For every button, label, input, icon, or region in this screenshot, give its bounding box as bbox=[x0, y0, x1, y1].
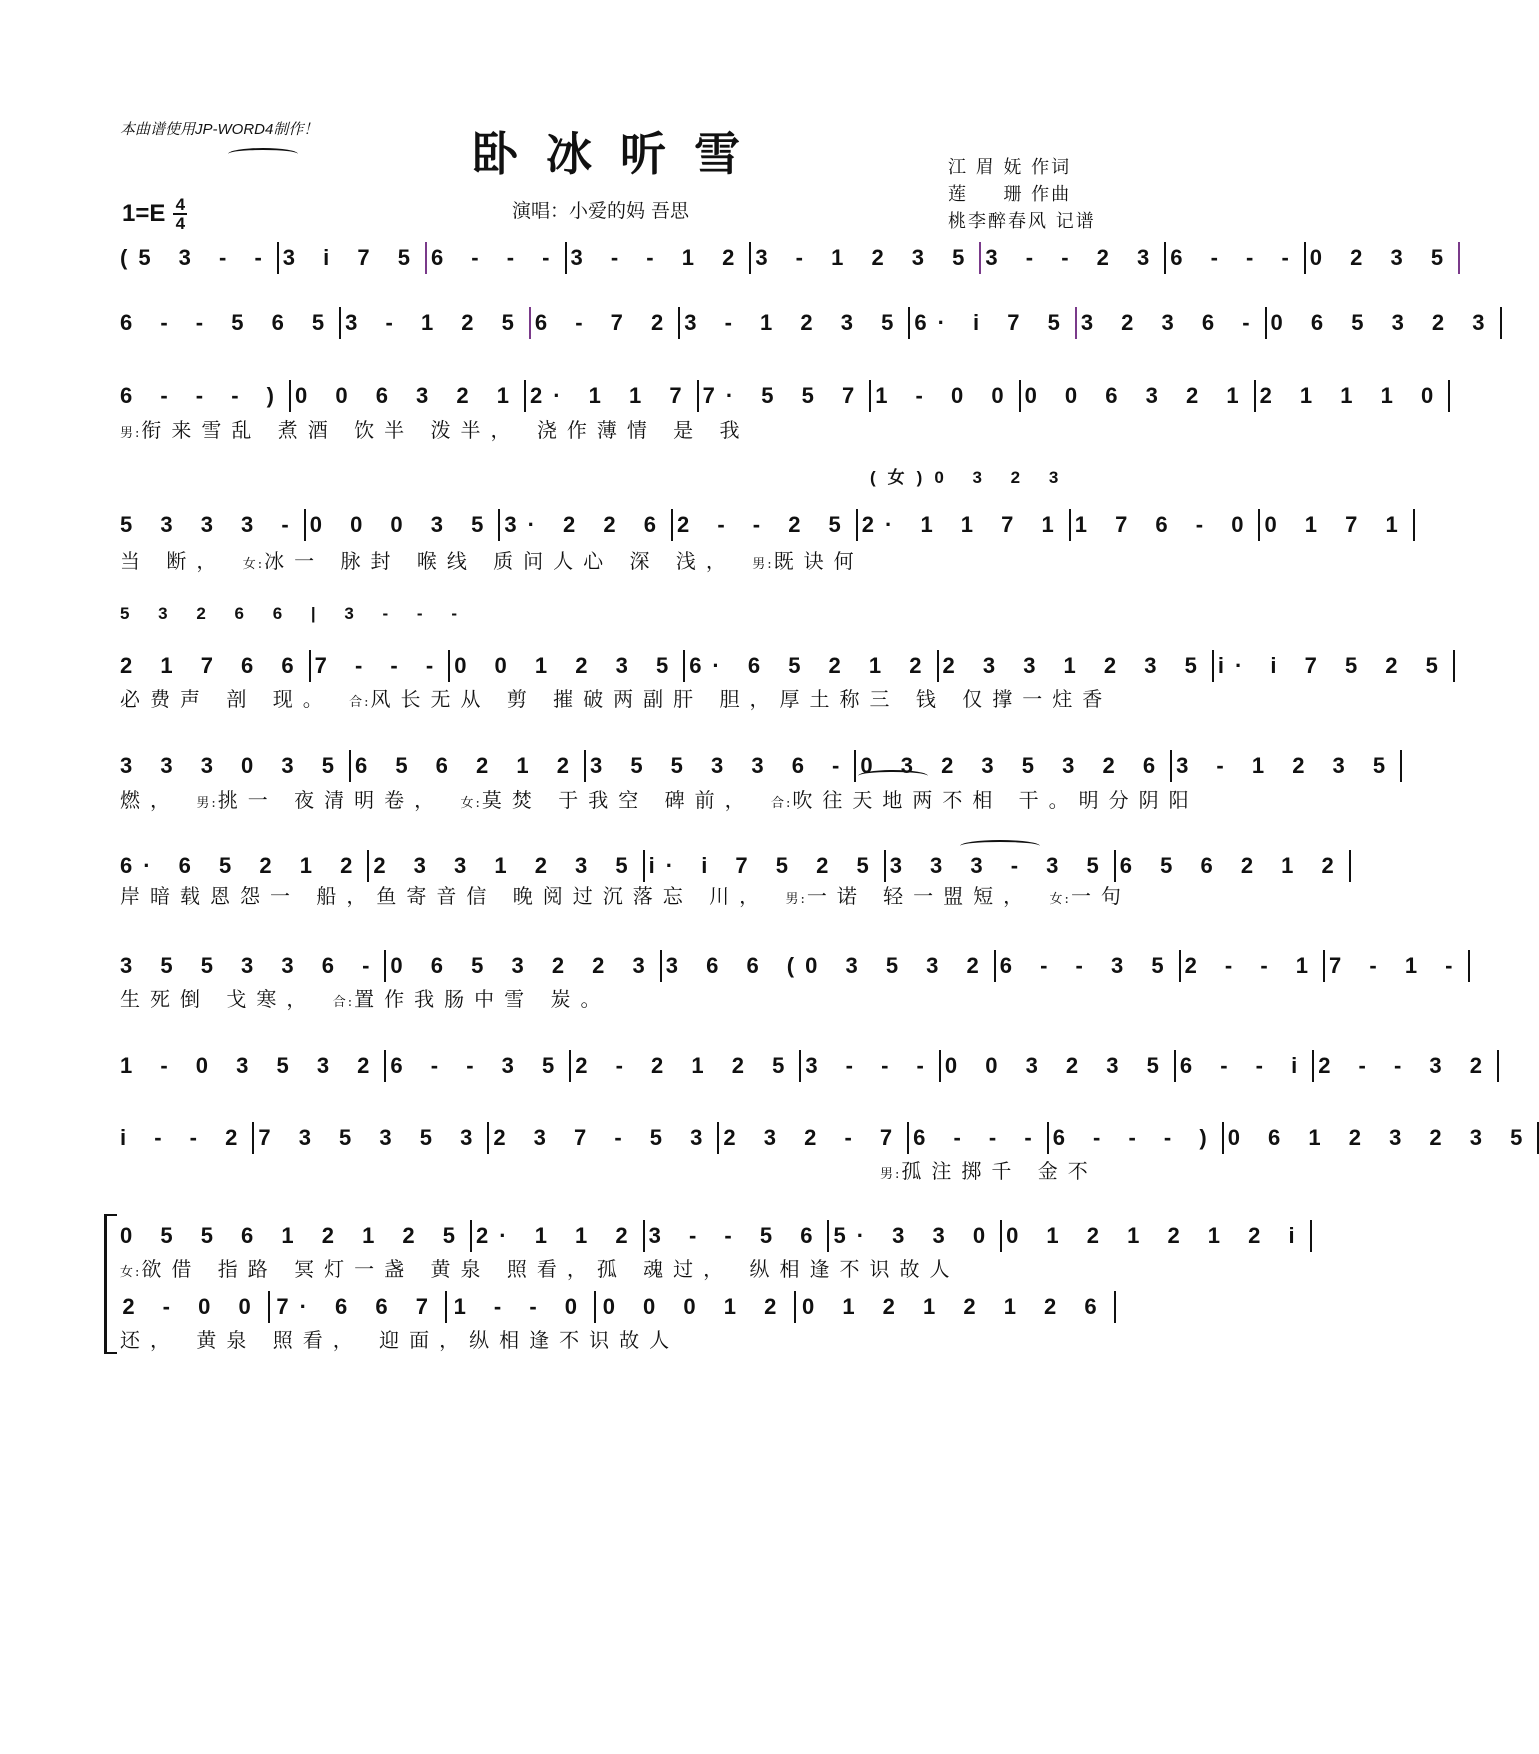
measure: 0 2 3 5 bbox=[1309, 245, 1455, 270]
measure: 6 - - 3 5 bbox=[390, 1053, 566, 1078]
measure: 6 - - - bbox=[1170, 245, 1300, 270]
bar-line bbox=[289, 380, 291, 412]
bar-line bbox=[487, 1122, 489, 1154]
lyric-line bbox=[120, 784, 1199, 813]
lyric-text: 风长无从 剪 摧破两副肝 胆，厚土称三 钱 仅撑一炷香 bbox=[370, 687, 1113, 711]
notation-line bbox=[120, 1120, 1534, 1156]
bar-line bbox=[349, 750, 351, 782]
measure: 0 0 6 3 2 1 bbox=[1024, 383, 1250, 408]
bar-line bbox=[1174, 1050, 1176, 1082]
measure: 2 3 2 - 7 bbox=[723, 1125, 904, 1150]
singer-role-label: 男: bbox=[120, 426, 142, 441]
measure: 6 - - - bbox=[430, 245, 561, 270]
bar-line bbox=[1448, 380, 1450, 412]
measure: 2 3 3 1 2 3 5 bbox=[942, 653, 1208, 678]
bar-line bbox=[584, 750, 586, 782]
measure: i· i 7 5 2 5 bbox=[648, 853, 880, 878]
bar-line bbox=[594, 1291, 596, 1323]
bar-line bbox=[643, 1220, 645, 1252]
measure: 2 - - 2 5 bbox=[676, 512, 852, 537]
bar-line bbox=[643, 850, 645, 882]
measure: i - - 2 bbox=[120, 1125, 249, 1150]
lyric-text: 衔来雪乱 煮酒 饮半 泼半， 浇作薄情 是 我 bbox=[141, 418, 750, 442]
upper-voice-line: (女)0 3 2 3 bbox=[870, 468, 1071, 487]
tie-arc bbox=[228, 148, 298, 160]
lyric-text: 挑一 夜清明卷， bbox=[217, 788, 461, 812]
measure: 2 - 2 1 2 5 bbox=[575, 1053, 796, 1078]
lyric-line bbox=[120, 1253, 1120, 1282]
bar-line bbox=[384, 950, 386, 982]
measure: 3 3 3 0 3 5 bbox=[120, 753, 345, 778]
measure: 3 5 5 3 3 6 - bbox=[589, 753, 851, 778]
bar-line bbox=[1312, 1050, 1314, 1082]
measure: 6· 6 5 2 1 2 bbox=[689, 653, 933, 678]
bar-line bbox=[277, 242, 279, 274]
measure: 0 1 2 1 2 1 2 6 bbox=[801, 1294, 1108, 1319]
measure: 1 - - 0 bbox=[453, 1294, 589, 1319]
singer-role-label: 合: bbox=[770, 796, 793, 811]
bar-line bbox=[470, 1220, 472, 1252]
measure: 6 - - - ) bbox=[120, 383, 285, 408]
singer-role-label: 女: bbox=[1049, 892, 1071, 907]
bar-line bbox=[1254, 380, 1256, 412]
lyric-line bbox=[120, 1324, 1120, 1353]
bar-line bbox=[1323, 950, 1325, 982]
lyric-text: 燃， bbox=[120, 788, 197, 812]
bar-line bbox=[1497, 1050, 1499, 1082]
bar-line bbox=[671, 509, 673, 541]
measure: 2 - 0 0 bbox=[122, 1294, 262, 1319]
lyric-text: 孤注掷千 金不 bbox=[901, 1159, 1098, 1183]
bar-line bbox=[384, 1050, 386, 1082]
notation-line bbox=[120, 1218, 1306, 1254]
lyric-line bbox=[120, 683, 1120, 712]
singer-role-label: 女: bbox=[120, 1265, 142, 1280]
bar-line bbox=[827, 1220, 829, 1252]
measure: i· i 7 5 2 5 bbox=[1217, 653, 1449, 678]
bar-line bbox=[445, 1291, 447, 1323]
measure: 3 3 3 - 3 5 bbox=[889, 853, 1110, 878]
bar-line bbox=[524, 380, 526, 412]
singer-role-label: 合: bbox=[332, 995, 355, 1010]
bar-line bbox=[1114, 850, 1116, 882]
measure: 3 - - 1 2 bbox=[570, 245, 746, 270]
bar-line bbox=[339, 307, 341, 339]
time-signature-top: 4 bbox=[175, 195, 186, 214]
key-signature bbox=[122, 196, 187, 232]
lyricist-credit: 江 眉 妩 作词 bbox=[948, 157, 1072, 178]
bar-line bbox=[448, 650, 450, 682]
measure: 2 1 1 1 0 bbox=[1259, 383, 1445, 408]
measure: 2· 1 1 7 bbox=[529, 383, 693, 408]
singer-role-label: 男: bbox=[785, 892, 807, 907]
lyric-text: 生死倒 戈寒， bbox=[120, 987, 333, 1011]
measure: 5 3 3 3 - bbox=[120, 512, 300, 537]
bar-line bbox=[304, 509, 306, 541]
bar-line bbox=[1019, 380, 1021, 412]
notation-line bbox=[120, 240, 1455, 276]
singer-role-label: 男: bbox=[196, 796, 218, 811]
bar-line bbox=[1258, 509, 1260, 541]
credits bbox=[948, 154, 1096, 235]
bar-line bbox=[717, 1122, 719, 1154]
bar-line bbox=[252, 1122, 254, 1154]
song-title: 卧冰听雪 bbox=[472, 127, 768, 181]
notation-line bbox=[120, 748, 1397, 784]
measure: 0 5 5 6 1 2 1 2 5 bbox=[120, 1223, 467, 1248]
singer-role-label: 男: bbox=[880, 1167, 902, 1182]
notation-line bbox=[120, 305, 1496, 341]
lyric-text: 欲借 指路 冥灯一盏 黄泉 照看，孤 魂过， 纵相逢不识故人 bbox=[141, 1257, 960, 1281]
measure: 6 - - - ) bbox=[1052, 1125, 1218, 1150]
singer-role-label: 女: bbox=[242, 557, 265, 572]
bar-line bbox=[683, 650, 685, 682]
lyric-text: 置作我肠中雪 炭。 bbox=[354, 987, 611, 1011]
bar-line bbox=[1265, 307, 1267, 339]
bar-line bbox=[1170, 750, 1172, 782]
measure: 3 5 5 3 3 6 - bbox=[120, 953, 381, 978]
bar-line bbox=[1310, 1220, 1312, 1252]
bar-line bbox=[994, 950, 996, 982]
measure: 2· 1 1 2 bbox=[476, 1223, 639, 1248]
measure: 3 2 3 6 - bbox=[1080, 310, 1261, 335]
measure: 3 - - 5 6 bbox=[648, 1223, 824, 1248]
bar-line bbox=[1164, 242, 1166, 274]
key-label: 1=E bbox=[122, 200, 166, 227]
lyric-text: 既诀何 bbox=[773, 549, 864, 573]
measure: 6 - - 3 5 bbox=[999, 953, 1175, 978]
measure: 5· 3 3 0 bbox=[833, 1223, 997, 1248]
bar-line bbox=[1400, 750, 1402, 782]
measure: 7 3 5 3 5 3 bbox=[258, 1125, 484, 1150]
software-note: 本曲谱使用JP-WORD4制作！ bbox=[120, 121, 319, 138]
measure: 1 7 6 - 0 bbox=[1074, 512, 1255, 537]
notation-line bbox=[120, 1048, 1494, 1084]
measure: 6 - - i bbox=[1179, 1053, 1309, 1078]
bar-line bbox=[1222, 1122, 1224, 1154]
bar-line bbox=[1000, 1220, 1002, 1252]
upper-voice-line: 5 3 2 6 6 | 3 - - - bbox=[120, 604, 469, 623]
bar-line bbox=[937, 650, 939, 682]
lyric-line bbox=[120, 545, 1120, 574]
transcriber-credit: 桃李醉春风 记谱 bbox=[948, 211, 1096, 232]
bar-line bbox=[939, 1050, 941, 1082]
measure: 6· i 7 5 bbox=[914, 310, 1071, 335]
measure: 0 6 1 2 3 2 3 5 bbox=[1227, 1125, 1534, 1150]
bar-line bbox=[268, 1291, 270, 1323]
measure: (5 3 - - bbox=[120, 245, 273, 270]
bar-line bbox=[1453, 650, 1455, 682]
measure: 6· 6 5 2 1 2 bbox=[120, 853, 364, 878]
bar-line bbox=[907, 1122, 909, 1154]
measure: 3 6 6 (0 3 5 3 2 bbox=[665, 953, 990, 978]
singer-role-label: 男: bbox=[752, 557, 774, 572]
bar-line bbox=[799, 1050, 801, 1082]
measure: 3· 2 2 6 bbox=[504, 512, 667, 537]
measure: 1 - 0 0 bbox=[875, 383, 1015, 408]
bar-line bbox=[1212, 650, 1214, 682]
measure: 2 3 7 - 5 3 bbox=[493, 1125, 714, 1150]
bar-line bbox=[1304, 242, 1306, 274]
bar-line bbox=[367, 850, 369, 882]
measure: 3 - 1 2 5 bbox=[345, 310, 525, 335]
bar-line bbox=[749, 242, 751, 274]
measure: 2 - - 1 bbox=[1184, 953, 1320, 978]
lyric-text: 必费声 剖 现。 bbox=[120, 687, 350, 711]
measure: 7· 5 5 7 bbox=[702, 383, 866, 408]
tie-arc bbox=[858, 770, 928, 782]
bar-line bbox=[1500, 307, 1502, 339]
bar-line bbox=[856, 509, 858, 541]
notation-line bbox=[120, 507, 1409, 543]
measure: 0 0 6 3 2 1 bbox=[295, 383, 520, 408]
notation-line bbox=[120, 1289, 1120, 1325]
bar-line bbox=[569, 1050, 571, 1082]
system-brace bbox=[104, 1214, 117, 1354]
measure: 0 3 2 3 5 3 2 6 bbox=[860, 753, 1167, 778]
bar-line bbox=[1468, 950, 1470, 982]
time-signature bbox=[173, 196, 187, 232]
bar-line bbox=[660, 950, 662, 982]
notation-line bbox=[120, 848, 1345, 884]
bar-line bbox=[309, 650, 311, 682]
measure: 0 0 1 2 3 5 bbox=[454, 653, 680, 678]
measure: 0 0 0 3 5 bbox=[309, 512, 495, 537]
lyric-line bbox=[120, 983, 1120, 1012]
lyric-text: 一诺 轻一盟短， bbox=[806, 884, 1050, 908]
bar-line bbox=[794, 1291, 796, 1323]
notation-line bbox=[120, 948, 1464, 984]
bar-line bbox=[529, 307, 531, 339]
lyric-text: 吹往天地两不相 干。明分阴阳 bbox=[792, 788, 1199, 812]
measure: 0 1 7 1 bbox=[1264, 512, 1409, 537]
measure: 2 - - 3 2 bbox=[1318, 1053, 1494, 1078]
measure: 6 - 7 2 bbox=[534, 310, 675, 335]
measure: 0 1 2 1 2 1 2 i bbox=[1006, 1223, 1306, 1248]
lyric-text: 冰一 脉封 喉线 质问人心 深 浅， bbox=[264, 549, 753, 573]
measure: 3 i 7 5 bbox=[282, 245, 421, 270]
measure: 6 - - 5 6 5 bbox=[120, 310, 336, 335]
bar-line bbox=[565, 242, 567, 274]
bar-line bbox=[854, 750, 856, 782]
bar-line bbox=[425, 242, 427, 274]
measure: 0 6 5 3 2 3 bbox=[1270, 310, 1496, 335]
measure: 3 - 1 2 3 5 bbox=[755, 245, 976, 270]
lyric-text: 岸暗载恩怨一 船，鱼寄音信 晚阅过沉落忘 川， bbox=[120, 884, 786, 908]
tie-arc bbox=[960, 840, 1040, 852]
singer-role-label: 女: bbox=[460, 796, 482, 811]
measure: 2 1 7 6 6 bbox=[120, 653, 305, 678]
measure: 3 - 1 2 3 5 bbox=[684, 310, 905, 335]
measure: 2 3 3 1 2 3 5 bbox=[373, 853, 639, 878]
lyric-text: 还， 黄泉 照看， 迎面，纵相逢不识故人 bbox=[120, 1328, 680, 1352]
measure: 3 - - - bbox=[805, 1053, 935, 1078]
lyric-line bbox=[120, 414, 1120, 443]
bar-line bbox=[697, 380, 699, 412]
measure: 6 - - - bbox=[913, 1125, 1043, 1150]
bar-line bbox=[1047, 1122, 1049, 1154]
measure: 7 - 1 - bbox=[1329, 953, 1464, 978]
measure: 3 - 1 2 3 5 bbox=[1176, 753, 1397, 778]
bar-line bbox=[1413, 509, 1415, 541]
measure: 7 - - - bbox=[314, 653, 445, 678]
measure: 1 - 0 3 5 3 2 bbox=[120, 1053, 381, 1078]
bar-line bbox=[869, 380, 871, 412]
bar-line bbox=[1458, 242, 1460, 274]
singer-line: 演唱：小爱的妈 吾思 bbox=[512, 200, 690, 222]
lyric-line bbox=[120, 880, 1131, 909]
bar-line bbox=[979, 242, 981, 274]
composer-credit: 莲 珊 作曲 bbox=[948, 184, 1072, 205]
lyric-line bbox=[880, 1155, 1120, 1184]
lyric-text: 莫焚 于我空 碑前， bbox=[481, 788, 771, 812]
measure: 7· 6 6 7 bbox=[276, 1294, 439, 1319]
measure: 2· 1 1 7 1 bbox=[861, 512, 1065, 537]
lyric-text: 当 断， bbox=[120, 549, 243, 573]
time-signature-bottom: 4 bbox=[175, 214, 186, 233]
bar-line bbox=[1075, 307, 1077, 339]
notation-line bbox=[120, 648, 1449, 684]
measure: 6 5 6 2 1 2 bbox=[354, 753, 580, 778]
notation-line bbox=[120, 378, 1445, 414]
bar-line bbox=[1349, 850, 1351, 882]
measure: 6 5 6 2 1 2 bbox=[1119, 853, 1345, 878]
measure: 0 0 3 2 3 5 bbox=[944, 1053, 1170, 1078]
lyric-text: 一句 bbox=[1070, 884, 1131, 908]
measure: 0 6 5 3 2 2 3 bbox=[390, 953, 656, 978]
bar-line bbox=[1179, 950, 1181, 982]
bar-line bbox=[1069, 509, 1071, 541]
bar-line bbox=[678, 307, 680, 339]
bar-line bbox=[884, 850, 886, 882]
bar-line bbox=[908, 307, 910, 339]
bar-line bbox=[1114, 1291, 1116, 1323]
measure: 3 - - 2 3 bbox=[985, 245, 1161, 270]
measure: 0 0 0 1 2 bbox=[602, 1294, 788, 1319]
bar-line bbox=[498, 509, 500, 541]
singer-role-label: 合: bbox=[349, 695, 371, 710]
